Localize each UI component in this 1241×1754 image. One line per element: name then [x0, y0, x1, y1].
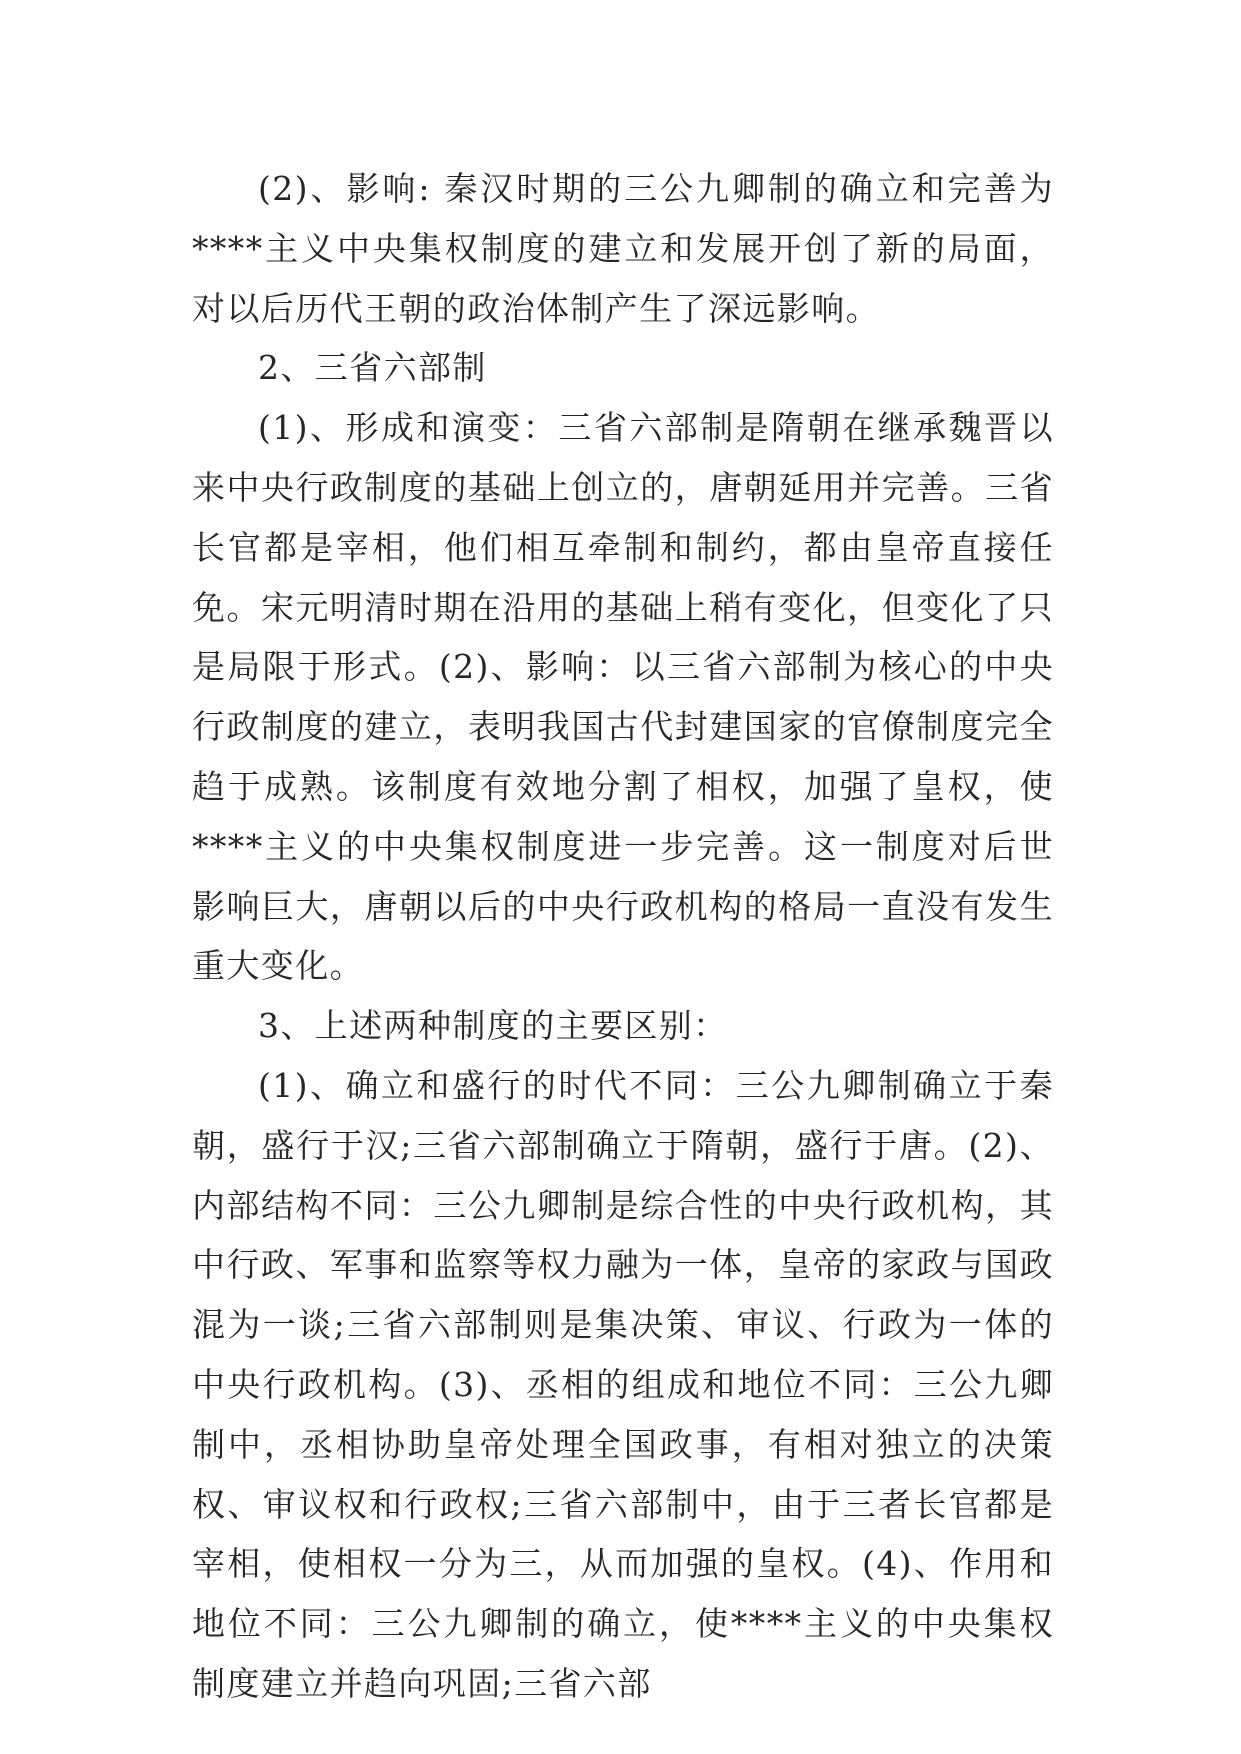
heading-main-differences: 3、上述两种制度的主要区别： — [258, 1006, 728, 1046]
paragraph-sansheng-liubu: (1)、形成和演变：三省六部制是隋朝在继承魏晋以来中央行政制度的基础上创立的，唐朝延用并完善。三省长官都是宰相，他们相互牵制和制约，都由皇帝直接任免。宋元明清时期在沿用的基础上稍有变化，但变化了只是局限于形式。(2)、影响：以三省六部制为核心的中央行政制度的建立，表明我国古代封建国家的官僚制度完全趋于成熟。该制度有效地分割了相权，加强了皇权，使****主义的中央集权制度进一步完善。这一制度对后世影响巨大，唐朝以后的中央行政机构的格局一直没有发生重大变化。 — [192, 408, 1054, 986]
document-body — [192, 159, 1054, 1714]
paragraph-influence-sangong: (2)、影响: 秦汉时期的三公九卿制的确立和完善为****主义中央集权制度的建立和发展开创了新的局面，对以后历代王朝的政治体制产生了深远影响。 — [192, 169, 1054, 328]
heading-sansheng-liubu: 2、三省六部制 — [258, 348, 487, 388]
paragraph-main-differences: (1)、确立和盛行的时代不同：三公九卿制确立于秦朝，盛行于汉;三省六部制确立于隋朝，盛行于唐。(2)、内部结构不同：三公九卿制是综合性的中央行政机构，其中行政、军事和监察等权力融为一体，皇帝的家政与国政混为一谈;三省六部制则是集决策、审议、行政为一体的中央行政机构。(3)、丞相的组成和地位不同：三公九卿制中，丞相协助皇帝处理全国政事，有相对独立的决策权、审议权和行政权;三省六部制中，由于三者长官都是宰相，使相权一分为三，从而加强的皇权。(4)、作用和地位不同：三公九卿制的确立，使****主义的中央集权制度建立并趋向巩固;三省六部 — [192, 1065, 1054, 1703]
